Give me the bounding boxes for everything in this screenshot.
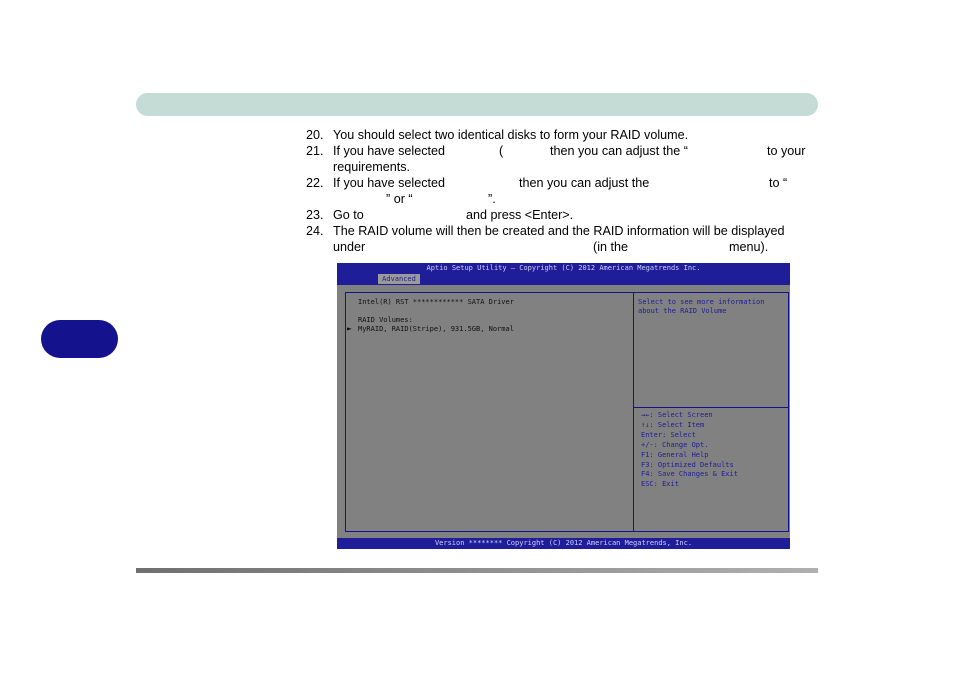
raid-volume-entry[interactable]: MyRAID, RAID(Stripe), 931.5GB, Normal bbox=[358, 325, 514, 333]
footer-rule bbox=[136, 568, 818, 573]
step-text: If you have selected bbox=[333, 144, 446, 158]
step-text: under bbox=[333, 240, 366, 254]
bios-main-panel bbox=[345, 292, 789, 532]
key-select-item: ↑↓: Select Item bbox=[641, 420, 705, 429]
step-22 bbox=[306, 175, 826, 207]
panel-divider bbox=[633, 293, 634, 531]
help-divider bbox=[634, 407, 788, 408]
step-text: (in the bbox=[593, 240, 629, 254]
tab-advanced[interactable]: Advanced bbox=[378, 274, 420, 284]
step-number: 22. bbox=[306, 176, 324, 190]
driver-title: Intel(R) RST ************ SATA Driver bbox=[358, 298, 514, 306]
key-select-screen: →←: Select Screen bbox=[641, 411, 713, 419]
header-bar bbox=[136, 93, 818, 116]
step-text: to “ bbox=[769, 176, 788, 190]
help-text: about the RAID Volume bbox=[638, 307, 727, 315]
step-text: You should select two identical disks to form your RAID volume. bbox=[333, 128, 689, 142]
step-text: ( bbox=[499, 144, 504, 158]
step-21 bbox=[306, 143, 826, 175]
key-optimized-defaults: F3: Optimized Defaults bbox=[641, 460, 734, 469]
step-24 bbox=[306, 223, 826, 255]
step-text: The RAID volume will then be created and the RAID information will be displayed bbox=[333, 224, 785, 238]
step-text: requirements. bbox=[333, 160, 410, 174]
bios-title: Aptio Setup Utility – Copyright (C) 2012 American Megatrends Inc. bbox=[426, 264, 701, 272]
step-20 bbox=[306, 127, 826, 143]
step-number: 23. bbox=[306, 208, 324, 222]
chapter-tab bbox=[41, 320, 118, 358]
step-number: 20. bbox=[306, 128, 324, 142]
key-save-exit: F4: Save Changes & Exit bbox=[641, 470, 738, 479]
selection-arrow-icon: ► bbox=[347, 324, 352, 333]
step-text: ” or “ bbox=[386, 192, 413, 206]
help-text: Select to see more information bbox=[638, 298, 765, 306]
step-text: If you have selected bbox=[333, 176, 446, 190]
step-text: Go to bbox=[333, 208, 364, 222]
key-change-opt: +/-: Change Opt. bbox=[641, 440, 709, 449]
instruction-list bbox=[306, 127, 826, 255]
bios-version-bar: Version ******** Copyright (C) 2012 American Megatrends, Inc. bbox=[337, 538, 790, 549]
key-exit: ESC: Exit bbox=[641, 480, 679, 489]
step-text: ”. bbox=[488, 192, 496, 206]
key-enter: Enter: Select bbox=[641, 430, 696, 439]
step-number: 24. bbox=[306, 224, 324, 238]
step-text: and press <Enter>. bbox=[466, 208, 574, 222]
bios-title-bar bbox=[337, 263, 790, 285]
step-number: 21. bbox=[306, 144, 324, 158]
raid-volumes-label: RAID Volumes: bbox=[358, 316, 413, 324]
step-text: then you can adjust the “ bbox=[550, 144, 688, 158]
step-text: to your bbox=[767, 144, 806, 158]
step-text: then you can adjust the bbox=[519, 176, 650, 190]
bios-screenshot bbox=[337, 263, 790, 549]
step-text: menu). bbox=[729, 240, 769, 254]
key-general-help: F1: General Help bbox=[641, 450, 709, 459]
step-23 bbox=[306, 207, 826, 223]
key-legend bbox=[641, 411, 738, 490]
